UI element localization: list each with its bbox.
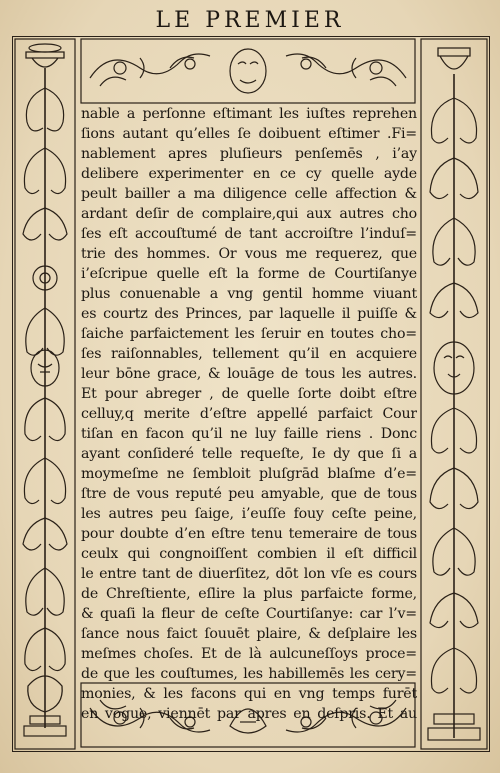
text-line: Et pour abreger , de quelle ſorte doibt eſtre xyxy=(81,386,417,402)
text-line: ſaiche parfaictement les ſeruir en toutes cho= xyxy=(81,326,417,342)
text-line: ſes raiſonnables, tellement qu’il en acquiere xyxy=(81,346,417,362)
text-line: peult bailler a ma diligence celle affection & xyxy=(81,186,417,202)
text-line: ayant conſideré telle requeſte, Ie dy que ſi a xyxy=(81,446,417,462)
text-line: moymeſme ne ſembloit pluſgrād blaſme d’e= xyxy=(81,466,417,482)
text-line: tiſan en facon qu’il ne luy faille riens . Donc xyxy=(81,426,417,442)
text-line: ſtre de vous reputé peu amyable, que de tous xyxy=(81,486,417,502)
text-line: pour doubte d’en eſtre tenu temeraire de tous xyxy=(81,526,417,542)
text-line: delibere experimenter en ce cy quelle ayde xyxy=(81,166,417,182)
text-line: ardant deſir de complaire,qui aux autres cho xyxy=(81,206,417,222)
floral-column-icon xyxy=(14,38,76,750)
text-line: les autres peu ſaige, i’euſſe fouy ceſte peine, xyxy=(81,506,417,522)
left-border-ornament xyxy=(14,38,76,750)
text-line: de Chreſtiente, eſlire la plus parfaicte forme, xyxy=(81,586,417,602)
text-line: ſance nous faict ſouuēt plaire, & deſplaire les xyxy=(81,626,417,642)
text-line: ceulx qui congnoiſſent combien il eſt difficil xyxy=(81,546,417,562)
text-line: i’eſcripue quelle eſt la forme de Courtiſanye xyxy=(81,266,417,282)
running-head: LE PREMIER xyxy=(155,8,345,33)
text-line: ſions autant qu’elles ſe doibuent eſtimer .Fi= xyxy=(81,126,417,142)
acanthus-scroll-icon xyxy=(80,38,416,104)
text-line: es courtz des Princes, par laquelle il puiſſe & xyxy=(81,306,417,322)
text-line: trie des hommes. Or vous me requerez, que xyxy=(81,246,417,262)
text-line: leur bōne grace, & louāge de tous les autres. xyxy=(81,366,417,382)
text-line: monies, & les facons qui en vng temps furēt xyxy=(81,686,417,702)
text-line: ſes eſt accouſtumé de tant accroiſtre l’induſ= xyxy=(81,226,417,242)
text-line: celluy,q merite d’eſtre appellé parfaict Cour xyxy=(81,406,417,422)
top-border-ornament xyxy=(80,38,416,104)
text-line: plus conuenable a vng gentil homme viuant xyxy=(81,286,417,302)
body-text xyxy=(81,104,417,722)
text-line: de que les couſtumes, les habillemēs les cery= xyxy=(81,666,417,682)
text-line: le entre tant de diuerſitez, dōt lon vſe es cours xyxy=(81,566,417,582)
floral-column-icon xyxy=(420,38,488,750)
text-line: & quaſi la fleur de ceſte Courtiſanye: car l’v= xyxy=(81,606,417,622)
text-line: nable a perſonne eſtimant les iuſtes reprehen xyxy=(81,106,417,122)
right-border-ornament xyxy=(420,38,488,750)
text-line: nablement apres pluſieurs penſemēs , i’ay xyxy=(81,146,417,162)
text-line: meſmes choſes. Et de là aulcuneſſoys proce= xyxy=(81,646,417,662)
text-line: en vogue, viennēt par apres en deſpris. Et au xyxy=(81,706,417,722)
